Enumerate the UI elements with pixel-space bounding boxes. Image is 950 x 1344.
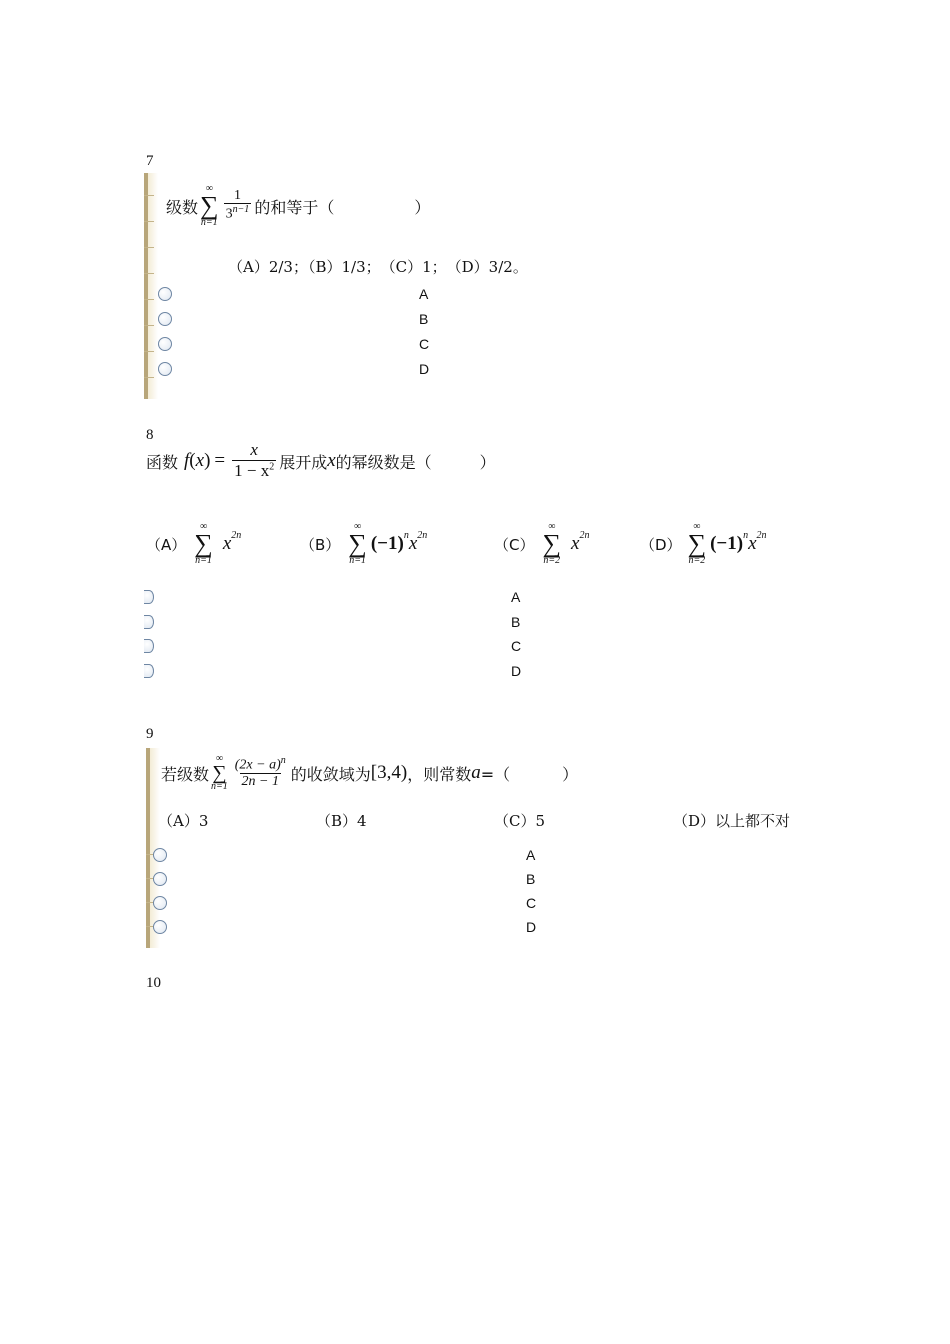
q7-options-text: （A）2/3；（B）1/3； （C）1； （D）3/2。 — [228, 258, 528, 276]
q7-stem-prefix: 级数 — [166, 197, 199, 217]
q7-choice-a: A — [419, 286, 429, 302]
q8-choice-a: A — [511, 589, 521, 605]
q8-stem-suffix2: 的幂级数是（ — [335, 452, 432, 472]
q8-var: x — [195, 450, 205, 472]
q8-radio-b[interactable] — [144, 615, 154, 629]
q9-choice-b: B — [526, 871, 536, 887]
q8-radio-c[interactable] — [144, 639, 154, 653]
q8-option-c: （C） ∞ ∑ n=2 x $^{2n}$ — [494, 521, 590, 566]
q7-choice-b: B — [419, 311, 429, 327]
q8-radio-a[interactable] — [144, 590, 154, 604]
question-7-stem — [166, 184, 430, 228]
q9-stem-prefix: 若级数 — [161, 764, 210, 784]
question-number-10: 10 — [146, 975, 161, 991]
q9-interval: [3,4) — [370, 762, 408, 783]
q9-radio-b[interactable] — [153, 872, 167, 886]
q8-stem-suffix: 展开成 — [279, 452, 328, 472]
q7-radio-b[interactable] — [158, 312, 172, 326]
q9-option-b: （B）4 — [316, 812, 367, 830]
q8-option-b: （B） ∞ ∑ n=1 (−1) $^n$ x $^{2n}$ — [300, 521, 428, 566]
q8-stem-prefix: 函数 — [146, 452, 179, 472]
q9-sum-symbol: ∞ ∑ n=1 — [211, 753, 228, 792]
q9-option-d: （D）以上都不对 — [673, 812, 791, 830]
q9-option-a: （A）3 — [158, 812, 209, 830]
q7-choice-c: C — [419, 336, 430, 352]
q9-option-c: （C）5 — [494, 812, 546, 830]
q9-choice-a: A — [526, 847, 536, 863]
q8-func: f — [184, 450, 190, 472]
q9-const: a — [471, 762, 481, 783]
q8-choice-b: B — [511, 614, 521, 630]
question-8-stem: 函数 f ( x ) = $\frac{x}{1 - x^2}$ 展开成 x 的幂级数是（ ） — [146, 440, 496, 480]
q8-option-d: （D） ∞ ∑ n=2 (−1) $^n$ x $^{2n}$ — [640, 521, 767, 566]
q7-radio-c[interactable] — [158, 337, 172, 351]
q7-radio-a[interactable] — [158, 287, 172, 301]
q9-fraction: $\frac{(2x - a)^n}{2n - 1}$ — [234, 755, 286, 790]
q8-stem-close: ） — [479, 452, 496, 472]
q7-sum-symbol: ∞ ∑ n=1 — [200, 183, 219, 228]
q7-radio-d[interactable] — [158, 362, 172, 376]
q8-stem-var: x — [327, 450, 336, 472]
q9-radio-d[interactable] — [153, 920, 167, 934]
q9-stem-suffix: ，则常数 — [407, 764, 472, 784]
q7-stem-close: ） — [414, 197, 431, 217]
q9-choice-c: C — [526, 895, 537, 911]
q8-radio-d[interactable] — [144, 664, 154, 678]
q9-stem-mid: 的收敛域为 — [290, 764, 371, 784]
q9-stem-eq: =（ — [480, 764, 511, 784]
question-number-8: 8 — [146, 427, 154, 443]
question-number-7: 7 — [146, 153, 154, 169]
q8-fraction: $\frac{x}{1 - x^2}$ — [234, 440, 275, 480]
q9-radio-a[interactable] — [153, 848, 167, 862]
q8-choice-d: D — [511, 663, 522, 679]
q8-option-a: （A） ∞ ∑ n=1 x $^{2n}$ — [146, 521, 242, 566]
q9-stem-close: ） — [562, 764, 579, 784]
question-number-9: 9 — [146, 726, 154, 742]
q7-fraction: $\frac{1}{3^{n-1}}$ — [225, 188, 250, 223]
question-9-stem — [161, 754, 578, 792]
q9-choice-d: D — [526, 919, 537, 935]
q7-choice-d: D — [419, 361, 430, 377]
q7-stem-suffix: 的和等于（ — [254, 197, 335, 217]
q9-radio-c[interactable] — [153, 896, 167, 910]
q8-choice-c: C — [511, 638, 522, 654]
